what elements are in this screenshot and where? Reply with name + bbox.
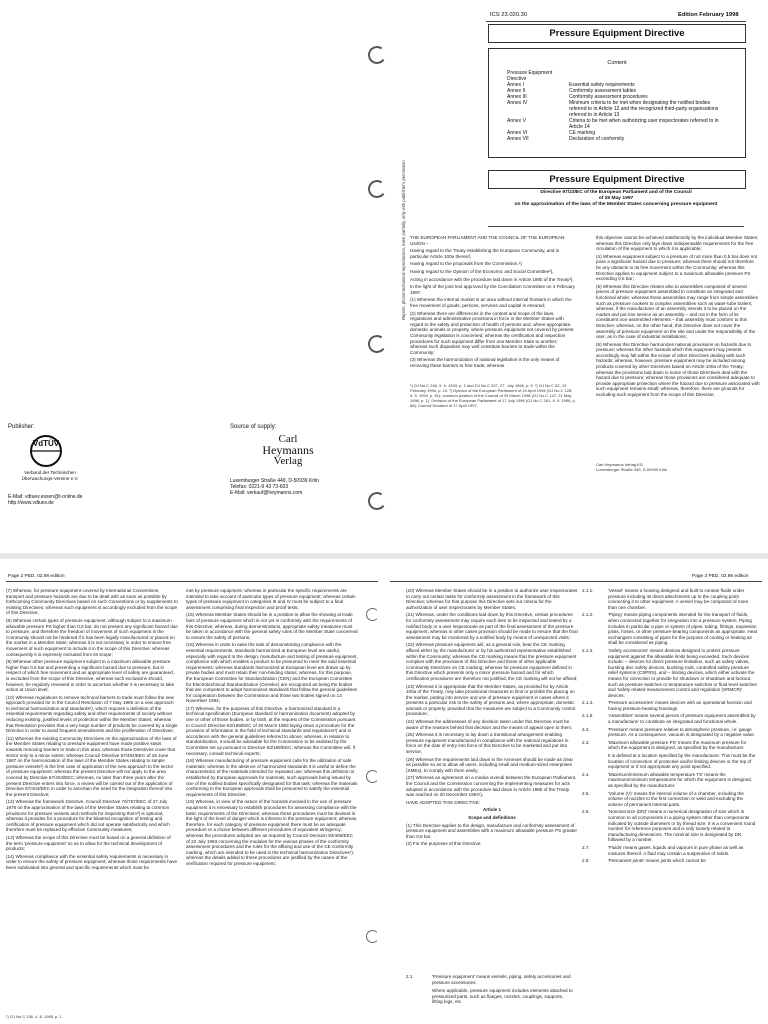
paragraph: (2) For the purposes of this Directive: <box>406 841 482 847</box>
contents-code: Annex V <box>507 118 526 124</box>
paragraph: (17) Whereas, for the purposes of this Directive, a harmonized standard is a technical specification (European standard or harmonization document) adopted by one or other of those bodies, or by both, at the request of the Commission pursuant to Council Directive 83/189/EEC of 28 March 1983 laying down a procedure for the provision of information in the field of technical standards and regulations¹) and in accordance with the general guidelines referred to above; whereas, in relation to standardization, it would be advisable for the Commission to be assisted by the Committee set up pursuant to Directive 83/189/EEC; whereas the Committee will, if necessary, consult technical experts; <box>186 705 356 756</box>
definition-text: 'Volume (V)' means the internal volume of a chamber, including the volume of nozzles to the first connection or weld and excluding the volume of permanent internal parts. <box>608 790 744 807</box>
publisher-name: Verband der Technischen Überwachungs-Vereine e.V. <box>21 470 79 481</box>
paragraph: (1) This Directive applies to the design, manufacture and conformity assessment of pressure equipment and assemblies with a maximum allowable pressure PS greater than 0,5 bar. <box>406 822 578 839</box>
page3-col1 <box>406 588 578 849</box>
imprint-line-2: Luxemburger Straße 449, D-50939 Köln <box>596 467 668 472</box>
legal-notice: Reprint, photomechanical reproduction, even partially, only with publisher's permission <box>401 160 406 320</box>
definition-row <box>582 845 762 858</box>
source-details <box>230 478 319 496</box>
contents-heading: Content <box>607 60 627 66</box>
page-divider <box>0 553 768 559</box>
definition-text: 'Safety accessories' means devices designed to protect pressure equipment against the allowable limits being exceeded. Such devices include: – devices for direct pressure limitation, such as safety valves, bursting disc safety devices, buckling rods, controlled safety pressure relief systems (CSPRS), and – limiting devices, which either activate the means for correction or provide for shutdown or shutdown and lockout, such as pressure switches or temperature switches or fluid level switches and 'safety related measurement control and regulation (SRMCR)' devices. <box>608 647 757 698</box>
publisher-email: E-Mail: vdtuev.essen@t-online.de <box>8 494 83 500</box>
vdtuv-logo <box>28 434 64 468</box>
definition-row <box>582 791 762 810</box>
imprint <box>596 462 667 472</box>
paragraph: THE EUROPEAN PARLIAMENT AND THE COUNCIL OF THE EUROPEAN UNION – <box>410 235 565 246</box>
definition-number: 2.3. <box>582 739 590 745</box>
paragraph: (18) Whereas manufacturing of pressure equipment calls for the utilization of safe materials; whereas in the absence of harmonized standards it is useful to define the characteristics of the materials intended for repeated use; whereas this definition is established by European approvals for materials, such approvals being issued by one of the notified bodies specifically designated for that task; whereas the materials conforming to the European approvals shall be presumed to satisfy the essential requirements of this Directive; <box>186 758 358 797</box>
definition-row <box>582 588 762 612</box>
paragraph: (6) Whereas this Directive harmonizes national provisions on hazards due to pressure; whereas the other hazards which this equipment may present accordingly may fall within the scope of other Directives dealing with such hazards; whereas, however, pressure equipment may be included among products covered by other Directives based on Article 100a of the Treaty; whereas the provisions laid down in some of those Directives deal with the hazard due to pressure; whereas those provisions are considered adequate to provide appropriate protection where the hazard due to pressure associated with such equipment remains small; whereas, therefore, there are grounds for excluding such equipment from the scope of this Directive; <box>596 341 760 398</box>
paragraph: (1) Whereas the internal market is an area without internal frontiers in which the free movement of goods, persons, services and capital is ensured; <box>410 297 572 308</box>
source-label: Source of supply: <box>230 424 277 430</box>
contents-row <box>507 70 727 82</box>
imprint-line-1: Carl Heymanns Verlag KG <box>596 462 643 467</box>
directive-line-2: of 29 May 1997 <box>598 196 634 201</box>
paragraph: (26) Whereas the requirements laid down in the Annexes should be made as clear as possible so as to allow all users, including small and medium-sized enterprises (SMEs), to comply with them easily; <box>406 756 574 773</box>
paragraph: (25) Whereas it is necessary to lay down a transitional arrangement enabling pressure equipment manufactured in compliance with the national regulations in force on the date of entry into force of this Directive to be marketed and put into service; <box>406 732 569 755</box>
definition-text: 'Fluids' means gases, liquids and vapours in pure phase as well as mixtures thereof. A fluid may contain a suspension of solids. <box>608 844 744 856</box>
definition-row <box>582 612 762 648</box>
paragraph: (5) Whereas this Directive relates also to assemblies composed of several pieces of pressure equipment assembled to constitute an integrated and functional whole; whereas these assemblies may range from simple assemblies such as pressure cookers to complex assemblies such as water-tube boilers; whereas, if the manufacturer of an assembly intends it to be placed on the market and put into service as an assembly – and not in the form of its constituent non-assembled elements – that assembly must conform to this Directive; whereas, on the other hand, this Directive does not cover the assembly of pressure equipment on the site and under the responsibility of the user, as in the case of industrial installations; <box>596 283 758 340</box>
definition-text: It is defined at a location specified by the manufacturer. This must be the location of connection of protective and/or limiting devices or the top of equipment or if not appropriate any point specified. <box>608 753 756 770</box>
paragraph: (21) Whereas, under the conditions laid down by this Directive, certain procedures for conformity assessment may require each item to be inspected and tested by a notified body or a user inspectorate as part of the final assessment of the pressure equipment; whereas in other cases provision should be made to ensure that the final assessment may be monitored by a notified body by means of unexpected visits; <box>406 612 578 640</box>
paragraph: (9) Whereas other pressure equipment subject to a maximum allowable pressure higher than 0,5 bar and presenting a significant hazard due to pressure, but in respect of which free movement and an appropriate level of safety are guaranteed, is excluded from the scope of this Directive; whereas such exclusions should, however, be regularly reviewed in order to ascertain whether it is necessary to take action at Union level; <box>6 659 175 693</box>
source-address: Luxemburger Straße 449, D-50939 Köln <box>230 478 319 484</box>
contents-code: Annex IV <box>507 100 528 106</box>
binder-hole-7 <box>366 930 379 943</box>
page3-definitions <box>582 588 762 1018</box>
contents-desc <box>569 70 727 82</box>
contents-box <box>488 48 746 158</box>
definition-number: 2.1.2. <box>582 612 594 618</box>
definition-row <box>582 753 762 772</box>
contents-desc: Essential safety requirements <box>569 82 635 88</box>
definition-row <box>582 772 762 791</box>
second-title: Pressure Equipment Directive <box>488 170 746 189</box>
paragraph: (8) Whereas certain types of pressure equipment, although subject to a maximum allowable pressure PS higher than 0,5 bar, do not present any significant hazard due to pressure, and therefore the freedom of movement of such equipment in the Community should not be hindered if it has been legally manufactured or placed on the market in a Member State; whereas it is not necessary in order to ensure free movement of such equipment to include it in the scope of this Directive; whereas consequently it is expressly excluded from its scope; <box>6 617 178 657</box>
paragraph: this objective cannot be achieved satisfactorily by the individual Member States; whereas this Directive only lays down indispensable requirements for the free circulation of the equipment to which it is applicable; <box>596 235 759 252</box>
paragraph: (20) Whereas Member States should be in a position to authorize user inspectorates to carry out certain tasks for conformity assessment in the framework of this Directive; whereas for that purpose this Directive sets out criteria for the authorization of user inspectorates by Member States; <box>406 588 578 610</box>
definition-number <box>582 753 608 772</box>
contents-code: Annex VI <box>507 130 528 136</box>
def-text <box>432 974 578 1007</box>
contents-row <box>507 118 727 130</box>
contents-desc: Conformity assessment procedures <box>569 94 648 100</box>
contents-table <box>507 70 727 142</box>
page-2 <box>0 560 384 1024</box>
definition-text: 'Pressure accessories' means devices with an operational function and having pressure-bearing housings. <box>608 700 752 711</box>
definition-number: 2.4. <box>582 771 590 777</box>
contents-row <box>507 136 727 142</box>
directive-line-1: Directive 97/23/EC of the European Parliament and of the Council <box>540 190 692 195</box>
def-2-1-text: 'Pressure equipment' means vessels, piping, safety accessories and pressure accessories. <box>432 974 571 985</box>
paragraph: (22) Whereas pressure equipment will, as a general rule, bear the CE marking affixed either by the manufacturer or by his authorized representative established within the Community; whereas the CE marking means that the pressure equipment complies with the provisions of this Directive and those of other applicable Community Directives on CE marking; whereas for pressure equipment defined in this Directive which presents only a minor pressure hazard and for which certification procedures are therefore not justified, the CE marking will not be affixed; <box>406 642 578 681</box>
contents-desc: Criteria to be met when authorizing user inspectorates referred to in Article 14 <box>569 118 719 130</box>
page-3 <box>384 560 768 1024</box>
definition-number: 2.6. <box>582 809 590 815</box>
paragraph: (23) Whereas it is appropriate that the Member States, as provided for by Article 100a of the Treaty, may take provisional measures to limit or prohibit the placing on the market, putting into service and use of pressure equipment in cases where it presents a particular risk to the safety of persons and, where appropriate, domestic animals or property, provided that the measures are subject to a Community control procedure; <box>406 683 576 717</box>
vdtuv-logo-text: VdTÜV <box>32 439 60 448</box>
page3-header: Page 3 PED, 02.98 edition <box>692 574 749 579</box>
definition-number: 2.1.5. <box>582 713 594 719</box>
paragraph: (4) Whereas equipment subject to a pressure of not more than 0,5 bar does not pose a significant hazard due to pressure; whereas there should not therefore be any obstacle to its free movement within the Community; whereas this Directive applies to equipment subject to a maximum allowable pressure PS exceeding 0,5 bar; <box>596 253 758 282</box>
page-1 <box>390 0 768 555</box>
definition-number: 2.2. <box>582 726 590 732</box>
definition-text: 'Pressure' means pressure relative to atmospheric pressure, i.e. gauge pressure. As a consequence, vacuum is designated by a negative value. <box>608 726 756 738</box>
ics-code: ICS 23.020.30 <box>490 12 528 18</box>
source-fax: Telefax: 0221-9 43 73-603 <box>230 484 289 490</box>
main-title: Pressure Equipment Directive <box>488 24 746 43</box>
definition-row <box>582 727 762 740</box>
paragraph: Having regard to the Treaty establishing the European Community, and in particular Article 100a thereof, <box>410 248 560 259</box>
binder-hole-5 <box>366 608 379 621</box>
definition-text: 'Assemblies' means several pieces of pressure equipment assembled by a manufacturer to constitute an integrated and functional whole. <box>608 713 756 725</box>
contents-code: Annex I <box>507 82 524 88</box>
page2-col2 <box>186 588 358 869</box>
paragraph: (13) Whereas the scope of this Directive must be based on a general definition of the term 'pressure equipment' so as to allow for the technical development of products; <box>6 834 171 852</box>
page2-footnote: ¹) OJ No C 136, 4. 6. 1985, p. 1. <box>6 1014 63 1019</box>
def-number: 2.1. <box>406 974 414 979</box>
contents-desc: Declaration of conformity <box>569 136 625 142</box>
paragraph: met by pressure equipment; whereas in particular the specific requirements are intended to take account of particular types of pressure equipment; whereas certain types of pressure equipment in categories III and IV must be subject to a final assessment comprising final inspection and proof tests; <box>186 588 356 610</box>
paragraph: (24) Whereas the addressees of any decision taken under this Directive must be aware of the reasons behind that decision and the means of appeal open to them; <box>406 719 573 730</box>
paragraph: (16) Whereas in order to ease the task of demonstrating compliance with the essential requirements, standards harmonized at European level are useful, especially with regard to the design, manufacture and testing of pressure equipment, compliance with which enables a product to be presumed to meet the said essential requirements; whereas standards harmonized at European level are drawn up by private bodies and must retain their non-binding status; whereas, for this purpose, the European Committee for Standardization (CEN) and the European Committee for Electrotechnical Standardization (Cenelec) are recognized as being the bodies that are competent to adopt harmonized standards that follow the general guidelines for cooperation between the Commission and those two bodies signed on 13 November 1984; <box>186 642 358 704</box>
definition-row <box>582 648 762 700</box>
paragraph: (10) Whereas regulations to remove technical barriers to trade must follow the new approach provided for in the Council Resolution of 7 May 1985 on a new approach to technical harmonization and standards¹), which requires a definition of the essential requirements regarding safety and other requirements of society without reducing existing, justified levels of protection within the Member States; whereas that Resolution provides that a very large number of products be covered by a single Directive in order to avoid frequent amendments and the proliferation of Directives; <box>6 694 178 734</box>
paragraph: HAVE ADOPTED THIS DIRECTIVE: <box>406 799 481 805</box>
paragraph: (19) Whereas, in view of the nature of the hazards involved in the use of pressure equipment it is necessary to establish procedures for assessing compliance with the basic requirements of the Directives; whereas these procedures must be devised in the light of the level of danger which is inherent in the pressure equipment; whereas, therefore, for each category of pressure equipment there must be an adequate procedure or a choice between different procedures of equivalent stringency; whereas the procedures adopted are as required by Council Decision 93/465/EEC of 22 July 1993 concerning the modules for the various phases of the conformity assessment procedures and the rules for the affixing and use of the CE conformity marking, which are intended to be used in the technical harmonization Directives¹); whereas the details added to these procedures are justified by the nature of the verification required for pressure equipment; <box>186 799 358 866</box>
logo-heymanns: Heymanns <box>262 443 314 457</box>
contents-code: Annex VII <box>507 136 529 142</box>
logo-carl: Carl <box>278 433 298 445</box>
definition-row <box>582 713 762 726</box>
contents-code: Annex II <box>507 88 526 94</box>
definition-number: 2.7. <box>582 844 590 850</box>
paragraph: (12) Whereas the framework Directive, Council Directive 76/767/EEC of 27 July 1976 on the approximation of the laws of the Member States relating to common provisions for pressure vessels and methods for inspecting them³) is optional; whereas it provides for a procedure for the bilateral recognition of testing and certification of pressure equipment which did not operate satisfactorily and which therefore must be replaced by effective Community measures; <box>6 799 170 833</box>
paragraph: Having regard to the proposals from the Commission,¹) <box>410 261 522 267</box>
paragraph: (3) Whereas the harmonization of national legislation is the only means of removing these barriers to free trade; whereas <box>410 357 560 368</box>
contents-desc: Minimum criteria to be met when designating the notified bodies referred to in Article 12 and the recognized third-party organisations referred to in Article 13 <box>569 100 719 118</box>
binder-hole-2 <box>367 179 388 200</box>
directive-line-3: on the approximation of the laws of the Member States concerning pressure equipment <box>514 202 718 207</box>
definition-number: 2.1.4. <box>582 700 594 706</box>
definition-text: 'Permanent joints' means joints which cannot be <box>608 858 706 864</box>
publisher-web: http://www.vdtuev.de <box>8 500 54 506</box>
paragraph: Having regard to the Opinion of the Economic and Social Committee²), <box>410 268 554 274</box>
paragraph: (11) Whereas the existing Community Directives on the approximation of the laws of the Member States relating to pressure equipment have made positive steps towards removing barriers to trade in this area; whereas those Directives cover that sector only to a minor extent; whereas Council Directive 87/404/EEC of 25 June 1987 on the harmonization of the laws of the Member States relating to simple pressure vessels²) is the first case of application of the new approach to the sector of pressure equipment; whereas the present Directive will not apply to the area covered by Directive 87/404/EEC; whereas, no later than three years after the present Directive enters into force, a review will be carried out of the application of Directive 87/404/EEC in order to ascertain the need for the integration thereof into the present Directive; <box>6 735 177 797</box>
paragraph: (14) Whereas compliance with the essential safety requirements is necessary in order to ensure the safety of pressure equipment; whereas those requirements have been subdivided into general and specific requirements which must be <box>6 853 178 870</box>
definition-text: 'Piping' means piping components intended for the transport of fluids, when connected together for integration into a pressure system. Piping includes in particular a pipe or system of pipes, tubing, fittings, expansion joints, hoses, or other pressure-bearing components as appropriate. Heat exchangers consisting of pipes for the purpose of cooling or heating air shall be considered as piping. <box>608 612 758 646</box>
paragraph: (2) Whereas there are differences in the content and scope of the laws, regulations and administrative provisions in force in the Member States with regard to the safety and protection of health of persons and, where appropriate, domestic animals or property, where pressure equipment not covered by present Community legislation is concerned; whereas the certification and inspection procedures for such equipment differ from one Member State to another; whereas such disparities may well constitute barriers to trade within the Community; <box>410 310 574 355</box>
contents-desc: CE marking <box>569 130 596 136</box>
contents-desc: Conformity assessment tables <box>569 88 636 94</box>
paragraph: In the light of the joint text approved by the Conciliation Committee on 4 February 1997, <box>410 284 575 295</box>
logo-verlag: Verlag <box>273 455 303 467</box>
page1-footnotes: ¹) OJ No C 246, 9. 9. 1993, p. 1 and OJ No C 207, 27. July 1996, p. 5. ²) OJ No C 52, 19 February 1994, p. 10. ³) Opinion of the European Parliament of 19 April 1994 (OJ No C 128, 9. 5. 1994, p. 61), common position of the Council of 29 March 1996 (OJ No C 147, 21 May 1996, p. 1), Decision of the European Parliament of 17 July 1996 (OJ No C 261, 9. 9. 1996, p. 68). Council Decision of 17 April 1997. <box>410 383 576 408</box>
binder-hole-6 <box>366 770 379 783</box>
paragraph: Article 1 <box>482 807 502 813</box>
contents-row <box>507 100 727 118</box>
paragraph: Scope and definitions <box>468 814 516 820</box>
definition-text: 'Maximum/minimum allowable temperature TS' means the maximum/minimum temperatures for which the equipment is designed, as specified by the manufacturer. <box>608 771 752 788</box>
definition-text: 'Vessel' means a housing designed and built to contain fluids under pressure including its direct attachments up to the coupling point connecting it to other equipment. A vessel may be composed of more than one chamber. <box>608 588 749 610</box>
binder-hole-3 <box>367 334 388 355</box>
binder-hole-1 <box>367 45 388 66</box>
definition-row <box>582 700 762 713</box>
definition-text: 'Maximum allowable pressure PS' means the maximum pressure for which the equipment is designed, as specified by the manufacturer. <box>608 739 747 751</box>
source-email: E-Mail: verkauf@heymanns.com <box>230 490 303 496</box>
definition-number: 2.5. <box>582 790 590 796</box>
definition-text: 'Nominal size (DN)' means a numerical designation of size which is common to all components in a piping system other than components indicated by outside diameters or by thread size. It is a convenient round number for reference purposes and is only loosely related to manufacturing dimensions. The nominal size is designated by DN followed by a number. <box>608 809 756 843</box>
page2-header: Page 2 PED, 02.98 edition <box>8 574 65 579</box>
page1-col1 <box>410 235 576 370</box>
page3-def-2-1 <box>406 974 578 1007</box>
contents-code: Pressure Equipment Directive <box>507 70 553 82</box>
definition-row <box>582 740 762 753</box>
page1-col2 <box>596 235 760 400</box>
definition-number: 2.1.3. <box>582 647 594 653</box>
definition-number: 2.1.1. <box>582 588 594 593</box>
page2-col1 <box>6 588 178 873</box>
paragraph: (7) Whereas, for pressure equipment covered by International Conventions, transport and pressure hazards are due to be dealt with as soon as possible by forthcoming Community Directives based on such Conventions or by supplements to existing Directives; whereas such equipment is accordingly excluded from the scope of this Directive; <box>6 588 178 616</box>
edition-label: Edition February 1998 <box>678 12 739 18</box>
paragraph: (15) Whereas Member States should be in a position to allow the showing at trade fairs of pressure equipment which is not yet in conformity with the requirements of this Directive; whereas, during demonstrations, appropriate safety measures must be taken in accordance with the general safety rules of the Member State concerned to ensure the safety of persons; <box>186 612 358 640</box>
directive-heading <box>488 190 744 208</box>
definition-row <box>582 858 762 866</box>
publisher-area <box>0 420 390 555</box>
def-2-1-extra: Where applicable, pressure equipment includes elements attached to pressurized parts, such as flanges, nozzles, couplings, supports, lifting lugs, etc. <box>432 988 573 1005</box>
paragraph: (27) Whereas an agreement on a modus vivendi between the European Parliament, the Council and the Commission concerning the implementing measures for acts adopted in accordance with the procedure laid down in Article 189b of the Treaty was reached on 20 December 1994¹), <box>406 775 577 798</box>
definition-row <box>582 809 762 845</box>
contents-code: Annex III <box>507 94 527 100</box>
carl-heymanns-logo <box>248 434 328 467</box>
paragraph: Acting in accordance with the procedure laid down in Article 189b of the Treaty³), <box>410 276 574 282</box>
publisher-label: Publisher: <box>8 424 35 430</box>
definition-number: 2.8. <box>582 858 590 864</box>
